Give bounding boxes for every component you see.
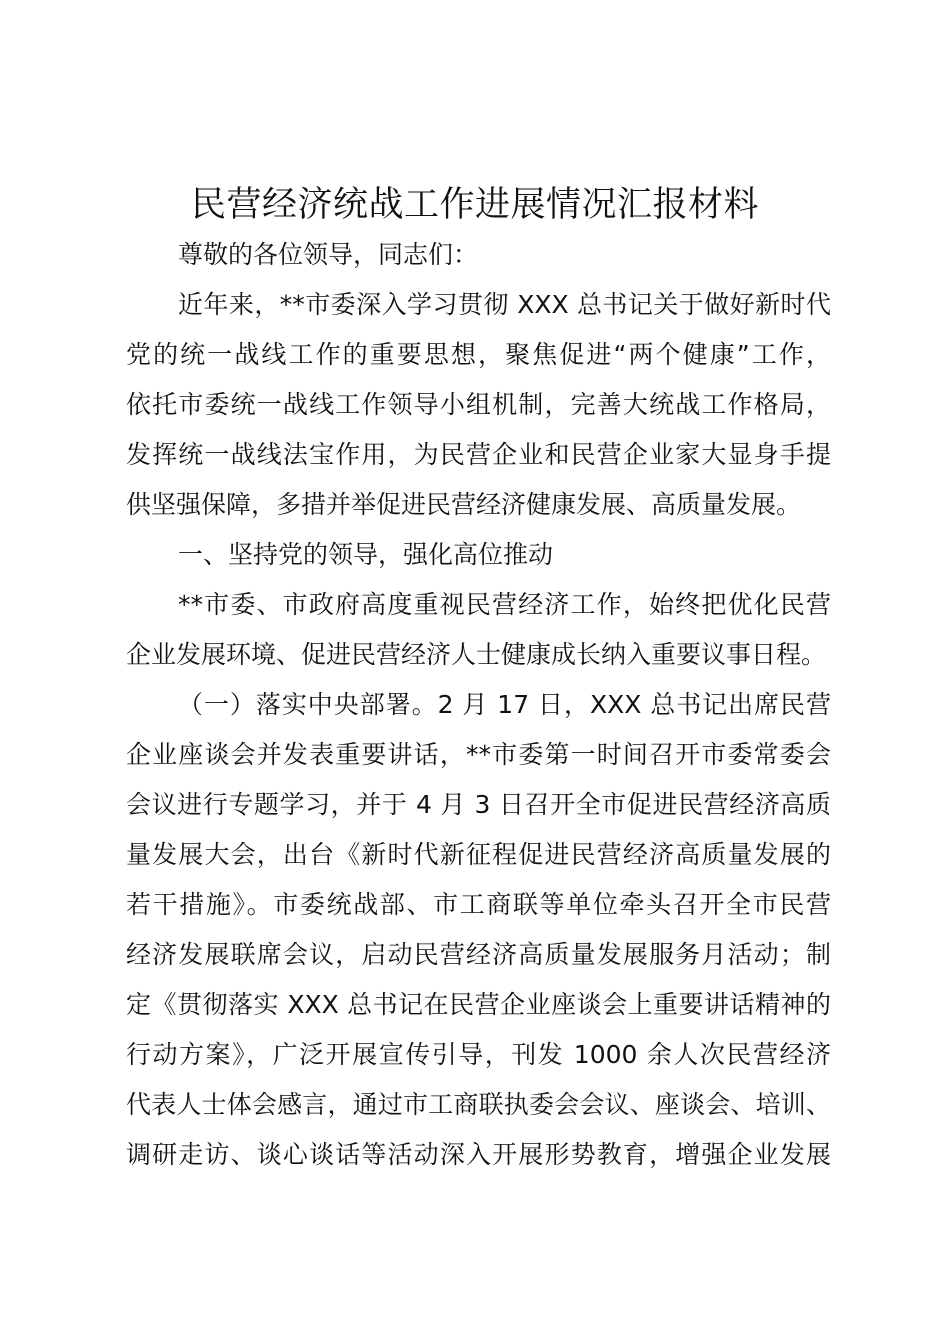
paragraph-line: 经济发展联席会议，启动民营经济高质量发展服务月活动；制: [126, 940, 831, 969]
section-heading: 一、坚持党的领导，强化高位推动: [178, 540, 554, 569]
paragraph-line: 党的统一战线工作的重要思想，聚焦促进“两个健康”工作，: [126, 340, 831, 369]
paragraph-line: 企业发展环境、促进民营经济人士健康成长纳入重要议事日程。: [126, 640, 827, 669]
document-body: [126, 230, 831, 1180]
paragraph-line: 依托市委统一战线工作领导小组机制，完善大统战工作格局，: [126, 390, 831, 419]
paragraph-line: 量发展大会，出台《新时代新征程促进民营经济高质量发展的: [126, 840, 831, 869]
paragraph-line: 调研走访、谈心谈话等活动深入开展形势教育，增强企业发展: [126, 1140, 831, 1169]
document-title: 民营经济统战工作进展情况汇报材料: [190, 185, 759, 225]
paragraph-line: 供坚强保障，多措并举促进民营经济健康发展、高质量发展。: [126, 490, 802, 519]
paragraph-line: 行动方案》，广泛开展宣传引导，刊发 1000 余人次民营经济: [126, 1040, 831, 1069]
paragraph-line: 若干措施》。市委统战部、市工商联等单位牵头召开全市民营: [126, 890, 831, 919]
paragraph-line: 企业座谈会并发表重要讲话，**市委第一时间召开市委常委会: [126, 740, 831, 769]
paragraph-line: 代表人士体会感言，通过市工商联执委会会议、座谈会、培训、: [126, 1090, 831, 1119]
paragraph-line: 近年来，**市委深入学习贯彻 XXX 总书记关于做好新时代: [178, 290, 831, 319]
paragraph-line: （一）落实中央部署。2 月 17 日，XXX 总书记出席民营: [178, 690, 831, 719]
paragraph-line: 定《贯彻落实 XXX 总书记在民营企业座谈会上重要讲话精神的: [126, 990, 831, 1019]
salutation-line: 尊敬的各位领导，同志们：: [178, 240, 479, 269]
paragraph-line: 发挥统一战线法宝作用，为民营企业和民营企业家大显身手提: [126, 440, 831, 469]
paragraph-line: 会议进行专题学习，并于 4 月 3 日召开全市促进民营经济高质: [126, 790, 831, 819]
paragraph-line: **市委、市政府高度重视民营经济工作，始终把优化民营: [178, 590, 831, 619]
